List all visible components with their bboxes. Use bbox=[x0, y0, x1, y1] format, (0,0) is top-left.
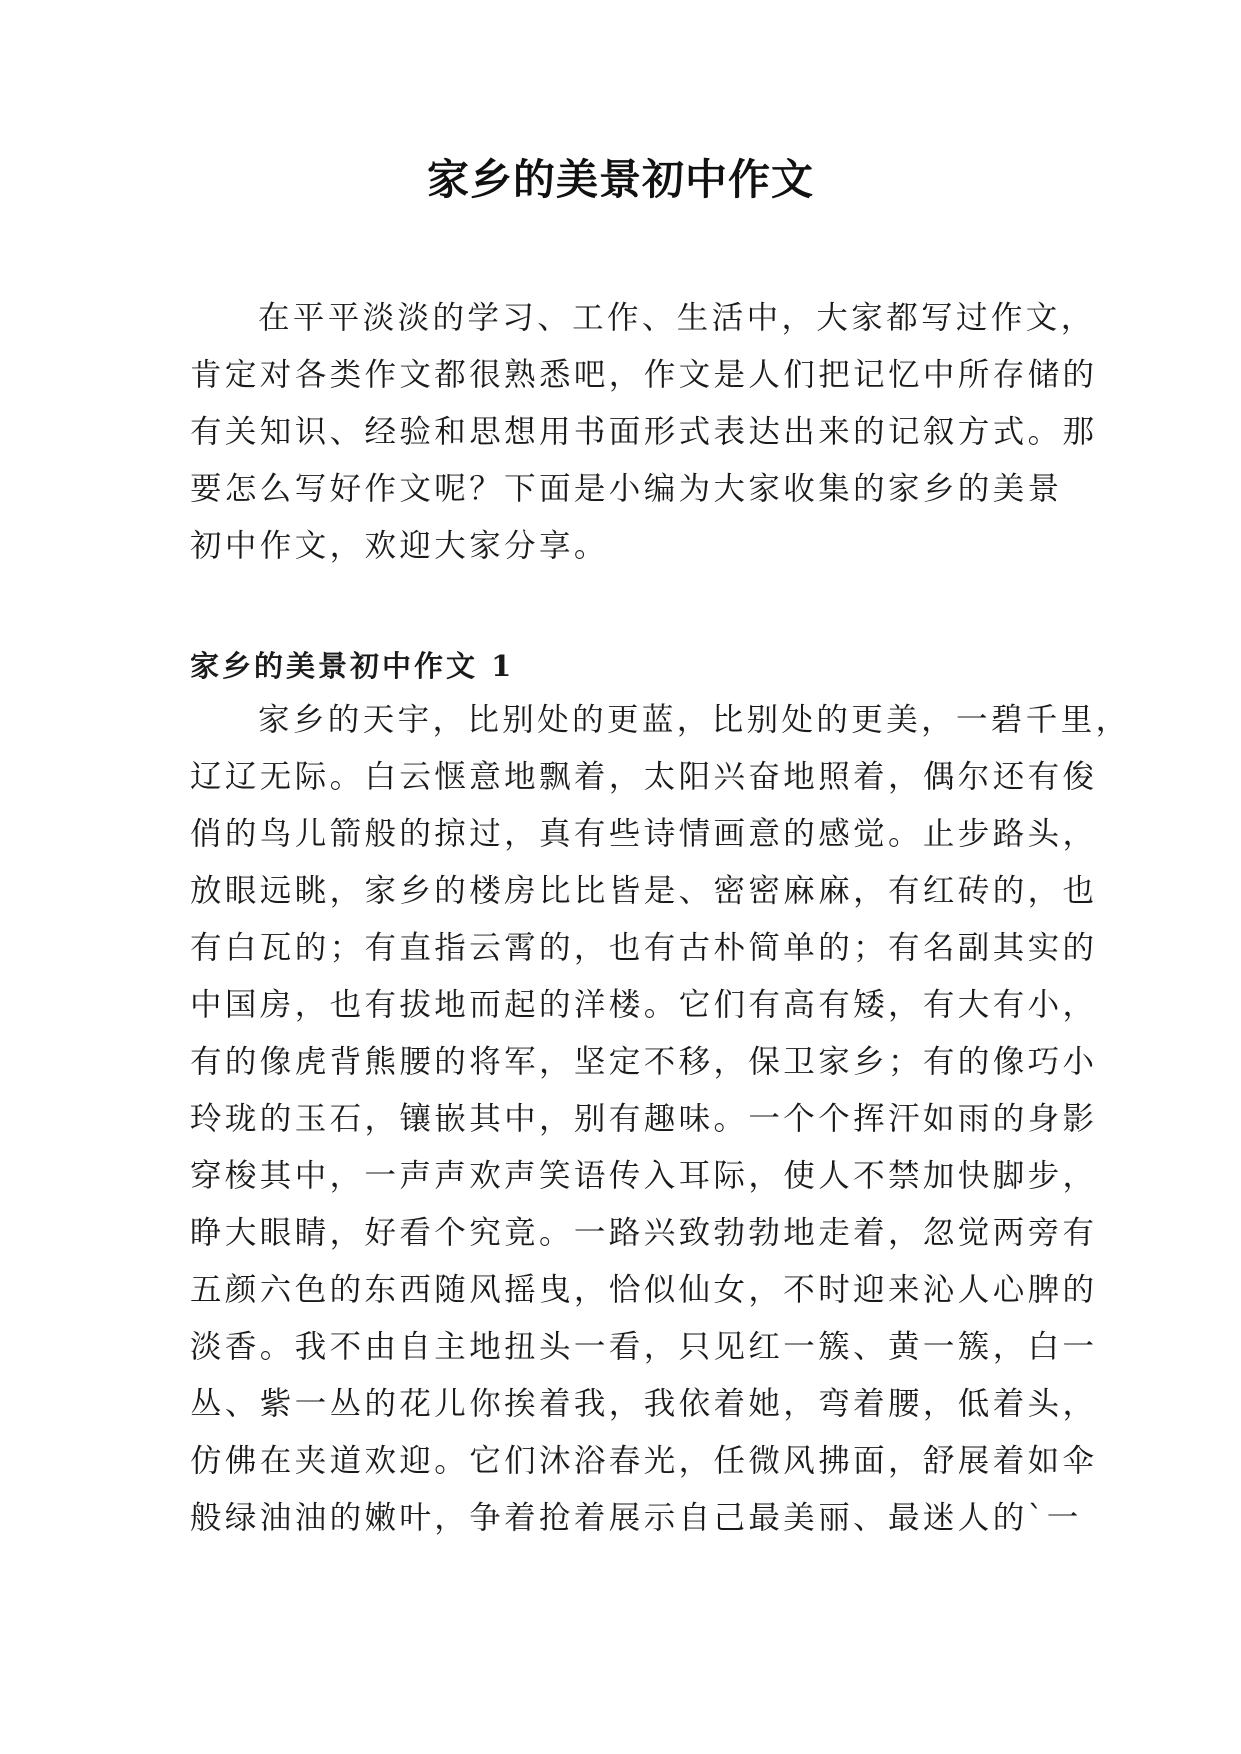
body-line: 睁大眼睛，好看个究竟。一路兴致勃勃地走着，忽觉两旁有 bbox=[190, 1215, 1098, 1251]
intro-line: 在平平淡淡的学习、工作、生活中，大家都写过作文， bbox=[258, 300, 1096, 336]
body-line: 淡香。我不由自主地扭头一看，只见红一簇、黄一簇，白一 bbox=[190, 1329, 1098, 1365]
body-line: 辽辽无际。白云惬意地飘着，太阳兴奋地照着，偶尔还有俊 bbox=[190, 759, 1098, 795]
body-line: 仿佛在夹道欢迎。它们沐浴春光，任微风拂面，舒展着如伞 bbox=[190, 1443, 1098, 1479]
body-line: 俏的鸟儿箭般的掠过，真有些诗情画意的感觉。止步路头， bbox=[190, 816, 1098, 852]
body-line: 丛、紫一丛的花儿你挨着我，我依着她，弯着腰，低着头， bbox=[190, 1386, 1098, 1422]
section-heading: 家乡的美景初中作文 1 bbox=[190, 649, 515, 683]
body-line: 中国房，也有拔地而起的洋楼。它们有高有矮，有大有小， bbox=[190, 987, 1098, 1023]
document-title: 家乡的美景初中作文 bbox=[426, 155, 814, 204]
body-line: 有白瓦的；有直指云霄的，也有古朴简单的；有名副其实的 bbox=[190, 930, 1098, 966]
intro-line: 初中作文，欢迎大家分享。 bbox=[190, 528, 609, 564]
body-line: 五颜六色的东西随风摇曳，恰似仙女，不时迎来沁人心脾的 bbox=[190, 1272, 1098, 1308]
body-line: 穿梭其中，一声声欢声笑语传入耳际，使人不禁加快脚步， bbox=[190, 1158, 1098, 1194]
body-line: 放眼远眺，家乡的楼房比比皆是、密密麻麻，有红砖的，也 bbox=[190, 873, 1098, 909]
intro-line: 肯定对各类作文都很熟悉吧，作文是人们把记忆中所存储的 bbox=[190, 357, 1098, 393]
body-line: 家乡的天宇，比别处的更蓝，比别处的更美，一碧千里， bbox=[258, 702, 1131, 738]
body-line: 玲珑的玉石，镶嵌其中，别有趣味。一个个挥汗如雨的身影 bbox=[190, 1101, 1098, 1137]
body-line: 般绿油油的嫩叶，争着抢着展示自己最美丽、最迷人的`一 bbox=[190, 1500, 1082, 1536]
intro-line: 有关知识、经验和思想用书面形式表达出来的记叙方式。那 bbox=[190, 414, 1098, 450]
body-line: 有的像虎背熊腰的将军，坚定不移，保卫家乡；有的像巧小 bbox=[190, 1044, 1098, 1080]
intro-line: 要怎么写好作文呢？下面是小编为大家收集的家乡的美景 bbox=[190, 471, 1063, 507]
